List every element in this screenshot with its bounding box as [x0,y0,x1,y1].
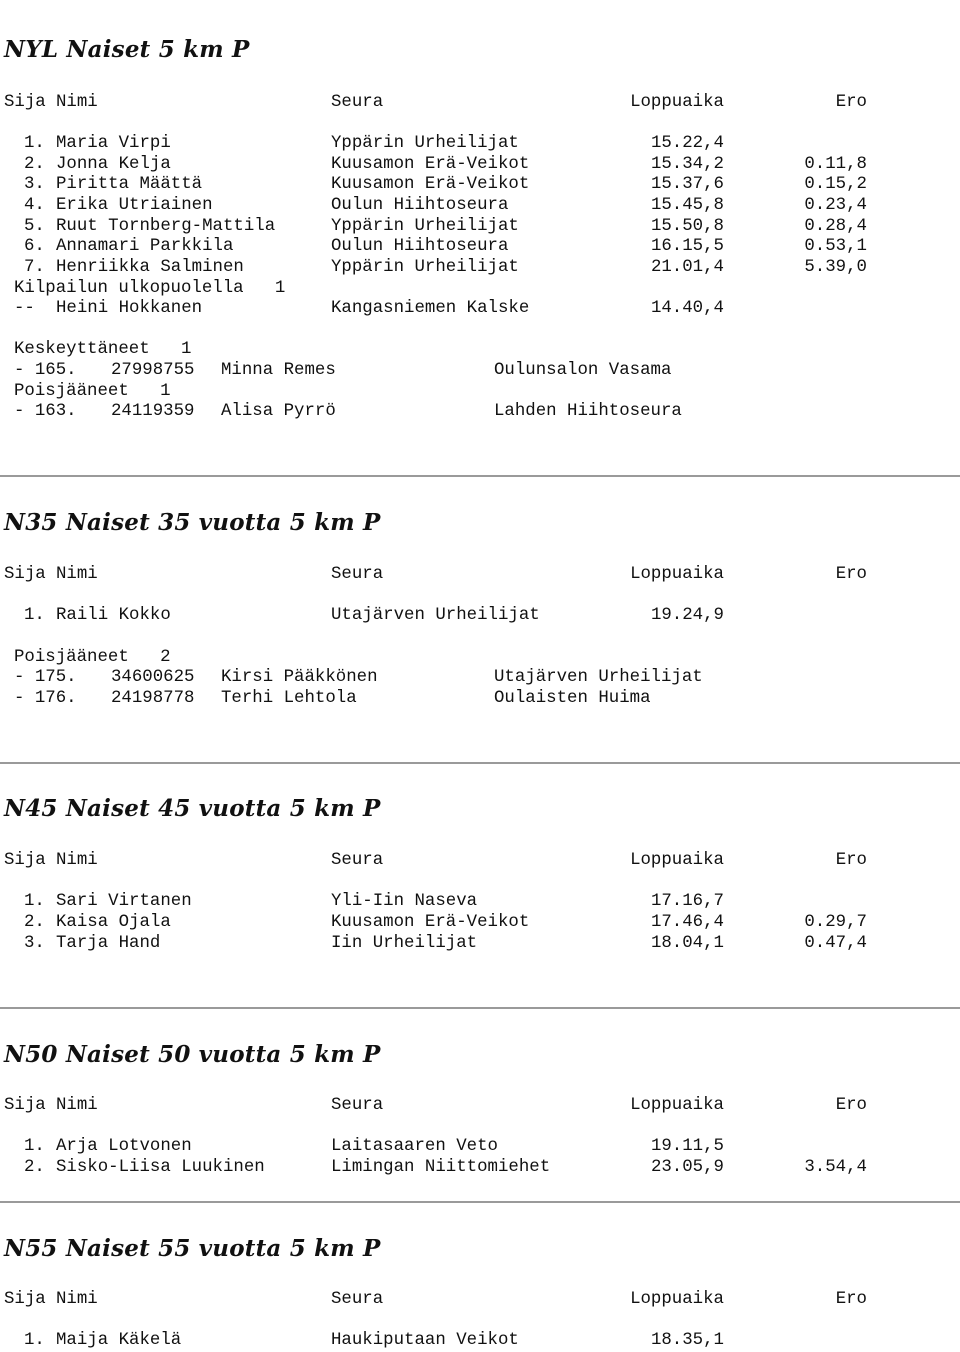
result-diff: 0.11,8 [804,155,867,174]
result-position: 1. [24,1137,45,1156]
result-club: Yppärin Urheilijat [331,134,519,153]
result-time: 17.16,7 [650,892,724,911]
header-seura: Seura [331,565,384,584]
result-name: Sari Virtanen [56,892,192,911]
result-diff: 0.28,4 [804,217,867,236]
header-loppuaika: Loppuaika [630,565,724,584]
outside-competition-label: Kilpailun ulkopuolella 1 [14,279,286,298]
result-name: Erika Utriainen [56,196,213,215]
section-title-n35: N35 Naiset 35 vuotta 5 km P [4,509,381,536]
header-nimi: Nimi [56,1290,98,1309]
result-name: Tarja Hand [56,934,161,953]
result-club: Laitasaaren Veto [331,1137,498,1156]
result-position: -- [14,299,35,318]
result-club: Limingan Niittomiehet [331,1158,551,1177]
result-club: Kuusamon Erä-Veikot [331,155,530,174]
result-time: 19.24,9 [650,606,724,625]
result-position: 3. [24,175,45,194]
result-position: 2. [24,913,45,932]
header-sija: Sija [4,1096,46,1115]
result-diff: 0.47,4 [804,934,867,953]
result-position: 2. [24,155,45,174]
result-name: Arja Lotvonen [56,1137,192,1156]
result-time: 15.50,8 [650,217,724,236]
header-nimi: Nimi [56,93,98,112]
result-diff: 0.23,4 [804,196,867,215]
result-name: Maija Käkelä [56,1331,182,1350]
result-time: 19.11,5 [650,1137,724,1156]
result-time: 23.05,9 [650,1158,724,1177]
header-sija: Sija [4,851,46,870]
result-position: 7. [24,258,45,277]
result-name: Kaisa Ojala [56,913,171,932]
header-seura: Seura [331,851,384,870]
result-position: 1. [24,1331,45,1350]
result-position: 3. [24,934,45,953]
header-ero: Ero [835,565,867,584]
bib-number: - 176. [14,689,77,708]
header-loppuaika: Loppuaika [630,93,724,112]
result-time: 18.35,1 [650,1331,724,1350]
result-club: Utajärven Urheilijat [331,606,540,625]
result-name: Piritta Määttä [56,175,203,194]
header-seura: Seura [331,93,384,112]
dns-label: Poisjääneet 1 [14,382,171,401]
license-id: 27998755 [111,361,195,380]
result-time: 14.40,4 [650,299,724,318]
result-club: Kuusamon Erä-Veikot [331,913,530,932]
result-time: 17.46,4 [650,913,724,932]
result-club: Yppärin Urheilijat [331,258,519,277]
result-position: 1. [24,134,45,153]
result-diff: 5.39,0 [804,258,867,277]
license-id: 34600625 [111,668,195,687]
result-position: 4. [24,196,45,215]
result-name: Ruut Tornberg-Mattila [56,217,276,236]
result-position: 1. [24,892,45,911]
section-title-n50: N50 Naiset 50 vuotta 5 km P [4,1041,381,1068]
athlete-name: Minna Remes [221,361,336,380]
header-loppuaika: Loppuaika [630,1096,724,1115]
result-name: Sisko-Liisa Luukinen [56,1158,265,1177]
header-nimi: Nimi [56,1096,98,1115]
section-divider [0,762,960,764]
dnf-label: Keskeyttäneet 1 [14,340,192,359]
section-title-n55: N55 Naiset 55 vuotta 5 km P [4,1235,381,1262]
header-nimi: Nimi [56,851,98,870]
section-divider [0,1007,960,1009]
section-title-nyl: NYL Naiset 5 km P [4,36,250,63]
bib-number: - 163. [14,402,77,421]
header-nimi: Nimi [56,565,98,584]
result-club: Yli-Iin Naseva [331,892,478,911]
athlete-name: Terhi Lehtola [221,689,357,708]
header-sija: Sija [4,1290,46,1309]
license-id: 24198778 [111,689,195,708]
athlete-club: Oulunsalon Vasama [494,361,672,380]
athlete-club: Utajärven Urheilijat [494,668,703,687]
section-divider [0,1201,960,1203]
result-time: 15.45,8 [650,196,724,215]
result-club: Iin Urheilijat [331,934,478,953]
bib-number: - 165. [14,361,77,380]
result-time: 18.04,1 [650,934,724,953]
bib-number: - 175. [14,668,77,687]
result-time: 15.37,6 [650,175,724,194]
section-title-n45: N45 Naiset 45 vuotta 5 km P [4,795,381,822]
result-name: Maria Virpi [56,134,171,153]
result-name: Henriikka Salminen [56,258,244,277]
result-club: Haukiputaan Veikot [331,1331,519,1350]
header-loppuaika: Loppuaika [630,1290,724,1309]
result-time: 15.22,4 [650,134,724,153]
header-ero: Ero [835,93,867,112]
result-name: Heini Hokkanen [56,299,203,318]
result-position: 6. [24,237,45,256]
result-position: 5. [24,217,45,236]
result-diff: 0.29,7 [804,913,867,932]
result-time: 15.34,2 [650,155,724,174]
result-club: Kuusamon Erä-Veikot [331,175,530,194]
header-seura: Seura [331,1290,384,1309]
header-sija: Sija [4,93,46,112]
result-diff: 0.15,2 [804,175,867,194]
result-position: 2. [24,1158,45,1177]
result-diff: 0.53,1 [804,237,867,256]
header-ero: Ero [835,851,867,870]
license-id: 24119359 [111,402,195,421]
result-time: 16.15,5 [650,237,724,256]
athlete-name: Kirsi Pääkkönen [221,668,378,687]
section-divider [0,475,960,477]
result-diff: 3.54,4 [804,1158,867,1177]
result-club: Kangasniemen Kalske [331,299,530,318]
dns-label: Poisjääneet 2 [14,648,171,667]
header-seura: Seura [331,1096,384,1115]
athlete-club: Lahden Hiihtoseura [494,402,682,421]
header-ero: Ero [835,1290,867,1309]
result-club: Oulun Hiihtoseura [331,237,509,256]
result-name: Annamari Parkkila [56,237,234,256]
result-name: Jonna Kelja [56,155,171,174]
header-ero: Ero [835,1096,867,1115]
athlete-club: Oulaisten Huima [494,689,651,708]
header-loppuaika: Loppuaika [630,851,724,870]
result-time: 21.01,4 [650,258,724,277]
athlete-name: Alisa Pyrrö [221,402,336,421]
result-club: Yppärin Urheilijat [331,217,519,236]
result-position: 1. [24,606,45,625]
result-name: Raili Kokko [56,606,171,625]
header-sija: Sija [4,565,46,584]
result-club: Oulun Hiihtoseura [331,196,509,215]
